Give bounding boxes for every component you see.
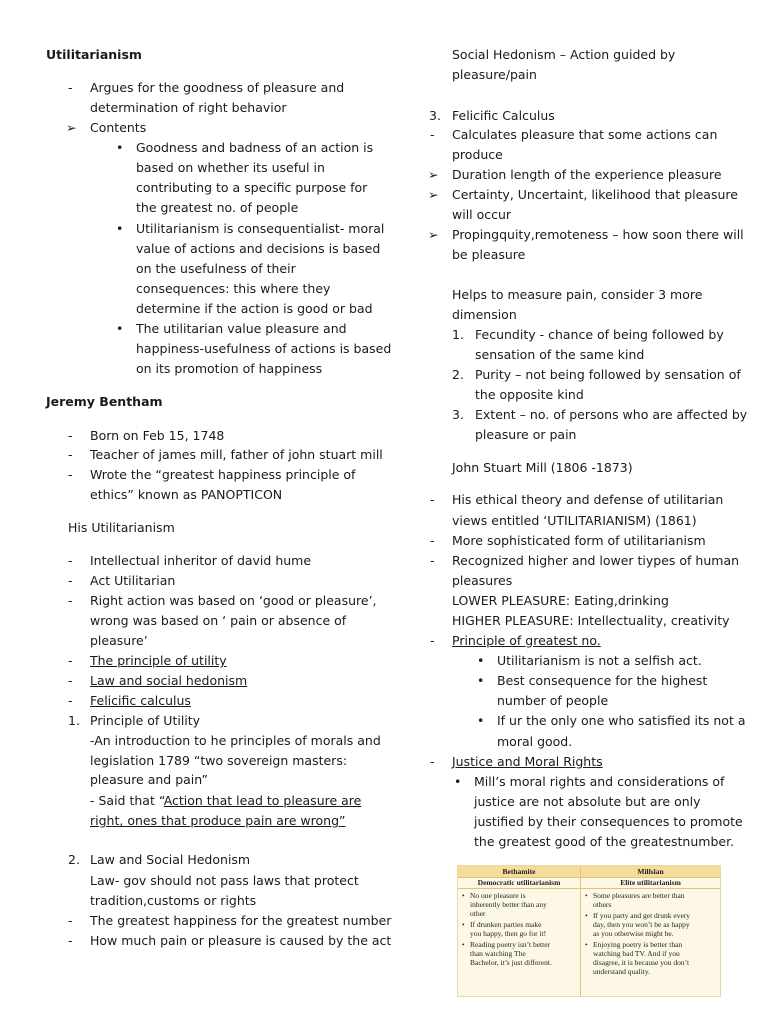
table-cell-line: day, then you won’t be as happy — [593, 920, 690, 929]
dash-marker: - — [430, 492, 435, 507]
felicific-line: Calculates pleasure that some actions can — [452, 127, 718, 142]
principle-of-utility-link: The principle of utility — [90, 653, 227, 668]
table-cell-line: others — [593, 900, 612, 909]
subheader-elite: Elite utilitarianism — [620, 878, 681, 887]
bullet-icon: • — [477, 673, 485, 688]
table-cell-line: Some pleasures are better than — [593, 891, 685, 900]
number-marker: 3. — [452, 407, 464, 422]
bentham-item: ethics” known as PANOPTICON — [90, 487, 283, 502]
felicific-calculus-link: Felicific calculus — [90, 693, 191, 708]
bentham-item: Wrote the “greatest happiness principle of — [90, 467, 356, 482]
felicific-arrow-item: Certainty, Uncertaint, likelihood that pleasure — [452, 187, 738, 202]
table-cell-line: as you otherwise might be. — [593, 929, 674, 938]
dimension-line: pleasure or pain — [475, 427, 577, 442]
content-line: on the usefulness of their — [136, 261, 296, 276]
comparison-table — [457, 865, 721, 997]
dash-marker: - — [68, 933, 73, 948]
intro-line: determination of right behavior — [90, 100, 287, 115]
header-millsian: Millsian — [637, 867, 664, 876]
arrow-bullet-icon: ➢ — [428, 187, 439, 202]
his-item: Act Utilitarian — [90, 573, 176, 588]
felicific-arrow-item: Duration length of the experience pleasure — [452, 167, 722, 182]
greatest-bullet-line: number of people — [497, 693, 609, 708]
mill-item: His ethical theory and defense of utilitarian — [452, 492, 724, 507]
principle-line: pleasure and pain” — [90, 772, 208, 787]
social-line: Social Hedonism – Action guided by — [452, 47, 676, 62]
justice-line: justice are not absolute but are only — [474, 794, 701, 809]
table-cell-line: If you party and get drunk every — [593, 911, 691, 920]
principle-greatest-link: Principle of greatest no. — [452, 633, 601, 648]
bullet-icon: • — [585, 911, 588, 920]
bullet-icon: • — [477, 713, 485, 728]
table-cell-line: disagree, it is because you don’t — [593, 958, 690, 967]
dimension-line: Extent – no. of persons who are affected by — [475, 407, 748, 422]
bullet-icon: • — [116, 321, 124, 336]
content-line: happiness-usefulness of actions is based — [136, 341, 392, 356]
bullet-icon: • — [116, 140, 124, 155]
table-cell-line: understand quality. — [593, 967, 651, 976]
number-marker: 3. — [429, 108, 441, 123]
bullet-icon: • — [116, 221, 124, 236]
bullet-icon: • — [462, 920, 465, 929]
dimension-line: Fecundity - chance of being followed by — [475, 327, 724, 342]
content-line: value of actions and decisions is based — [136, 241, 381, 256]
header-bethamite: Bethamite — [502, 867, 536, 876]
felicific-arrow-item: will occur — [452, 207, 512, 222]
justice-link: Justice and Moral Rights — [452, 754, 603, 769]
arrow-bullet-icon: ➢ — [428, 167, 439, 182]
dash-marker: - — [68, 573, 73, 588]
content-line: Utilitarianism is consequentialist- moral — [136, 221, 385, 236]
mill-item: LOWER PLEASURE: Eating,drinking — [452, 593, 669, 608]
dimension-line: sensation of the same kind — [475, 347, 645, 362]
table-cell-line: watching bad TV. And if you — [593, 949, 680, 958]
bentham-heading: Jeremy Bentham — [46, 394, 163, 409]
dimension-line: the opposite kind — [475, 387, 584, 402]
action-pleasure-quote: Action that lead to pleasure are — [163, 793, 362, 808]
dash-marker: - — [430, 553, 435, 568]
bullet-icon: • — [462, 940, 465, 949]
principle-line: Principle of Utility — [90, 713, 201, 728]
dash-marker: - — [68, 428, 73, 443]
arrow-bullet-icon: ➢ — [66, 120, 77, 135]
table-cell-line: Enjoying poetry is better than — [593, 940, 683, 949]
number-marker: 2. — [68, 852, 80, 867]
mill-item: pleasures — [452, 573, 513, 588]
principle-line: -An introduction to he principles of morals and — [90, 733, 381, 748]
dimension-line: Purity – not being followed by sensation of — [475, 367, 741, 382]
dash-marker: - — [68, 553, 73, 568]
mill-item: views entitled ‘UTILITARIANISM) (1861) — [452, 513, 697, 528]
mill-item: More sophisticated form of utilitarianism — [452, 533, 706, 548]
felicific-arrow-item: Propingquity,remoteness – how soon there will — [452, 227, 744, 242]
principle-line: legislation 1789 “two sovereign masters: — [90, 753, 348, 768]
dash-marker: - — [68, 467, 73, 482]
said-that-prefix: - Said that “ — [90, 793, 164, 808]
mill-item: HIGHER PLEASURE: Intellectuality, creativity — [452, 613, 730, 628]
his-item: pleasure’ — [90, 633, 148, 648]
tail-item: How much pain or pleasure is caused by the act — [90, 933, 392, 948]
dash-marker: - — [430, 127, 435, 142]
greatest-bullet-line: Utilitarianism is not a selfish act. — [497, 653, 702, 668]
intro-line: Argues for the goodness of pleasure and — [90, 80, 345, 95]
his-utilitarianism-heading: His Utilitarianism — [68, 520, 175, 535]
mill-heading: John Stuart Mill (1806 -1873) — [452, 460, 633, 475]
helps-line: Helps to measure pain, consider 3 more — [452, 287, 703, 302]
felicific-line: produce — [452, 147, 503, 162]
justice-line: Mill’s moral rights and considerations of — [474, 774, 725, 789]
table-cell-line: inherently better than any — [470, 900, 547, 909]
justice-line: justified by their consequences to promote — [474, 814, 743, 829]
number-marker: 1. — [68, 713, 80, 728]
utilitarianism-title: Utilitarianism — [46, 47, 142, 62]
greatest-bullet-line: moral good. — [497, 734, 573, 749]
table-cell-line: than watching The — [470, 949, 526, 958]
content-line: the greatest no. of people — [136, 200, 299, 215]
subheader-democratic: Democratic utilitarianism — [477, 878, 561, 887]
table-cell-line: you happy, then go for it! — [470, 929, 547, 938]
dash-marker: - — [68, 80, 73, 95]
bullet-icon: • — [462, 891, 465, 900]
table-cell-line: If drunken parties make — [470, 920, 542, 929]
content-line: The utilitarian value pleasure and — [136, 321, 347, 336]
his-item: wrong was based on ‘ pain or absence of — [90, 613, 347, 628]
law-line: Law and Social Hedonism — [90, 852, 251, 867]
dash-marker: - — [430, 533, 435, 548]
social-line: pleasure/pain — [452, 67, 537, 82]
helps-line: dimension — [452, 307, 517, 322]
bentham-item: Born on Feb 15, 1748 — [90, 428, 225, 443]
table-cell-line: Reading poetry isn’t better — [470, 940, 551, 949]
dash-marker: - — [68, 653, 73, 668]
felicific-arrow-item: be pleasure — [452, 247, 526, 262]
his-item: Intellectual inheritor of david hume — [90, 553, 312, 568]
bullet-icon: • — [585, 940, 588, 949]
content-line: consequences: this where they — [136, 281, 331, 296]
table-cell-line: No one pleasure is — [470, 891, 526, 900]
number-marker: 2. — [452, 367, 464, 382]
content-line: on its promotion of happiness — [136, 361, 323, 376]
greatest-bullet-line: Best consequence for the highest — [497, 673, 708, 688]
principle-line: right, ones that produce pain are wrong” — [90, 813, 346, 828]
felicific-title: Felicific Calculus — [452, 108, 555, 123]
contents-label: Contents — [90, 120, 147, 135]
dash-marker: - — [68, 593, 73, 608]
principle-line — [90, 793, 361, 809]
greatest-bullet-line: If ur the only one who satisfied its not a — [497, 713, 746, 728]
justice-line: the greatest good of the greatestnumber. — [474, 834, 735, 849]
bentham-item: Teacher of james mill, father of john stuart mill — [90, 447, 383, 462]
dash-marker: - — [430, 754, 435, 769]
bullet-icon: • — [585, 891, 588, 900]
dash-marker: - — [68, 447, 73, 462]
content-line: contributing to a specific purpose for — [136, 180, 368, 195]
table-cell-line: other — [470, 909, 486, 918]
content-line: based on whether its useful in — [136, 160, 325, 175]
dash-marker: - — [68, 673, 73, 688]
bullet-icon: • — [454, 774, 462, 789]
dash-marker: - — [430, 633, 435, 648]
dash-marker: - — [68, 693, 73, 708]
tail-item: The greatest happiness for the greatest number — [90, 913, 392, 928]
his-item: Right action was based on ‘good or pleasure’, — [90, 593, 377, 608]
number-marker: 1. — [452, 327, 464, 342]
content-line: determine if the action is good or bad — [136, 301, 373, 316]
law-social-hedonism-link: Law and social hedonism — [90, 673, 248, 688]
law-line: tradition,customs or rights — [90, 893, 257, 908]
bullet-icon: • — [477, 653, 485, 668]
table-cell-line: Bachelor, it’s just different. — [470, 958, 552, 967]
mill-item: Recognized higher and lower tiypes of human — [452, 553, 740, 568]
dash-marker: - — [68, 913, 73, 928]
arrow-bullet-icon: ➢ — [428, 227, 439, 242]
content-line: Goodness and badness of an action is — [136, 140, 374, 155]
law-line: Law- gov should not pass laws that protect — [90, 873, 359, 888]
